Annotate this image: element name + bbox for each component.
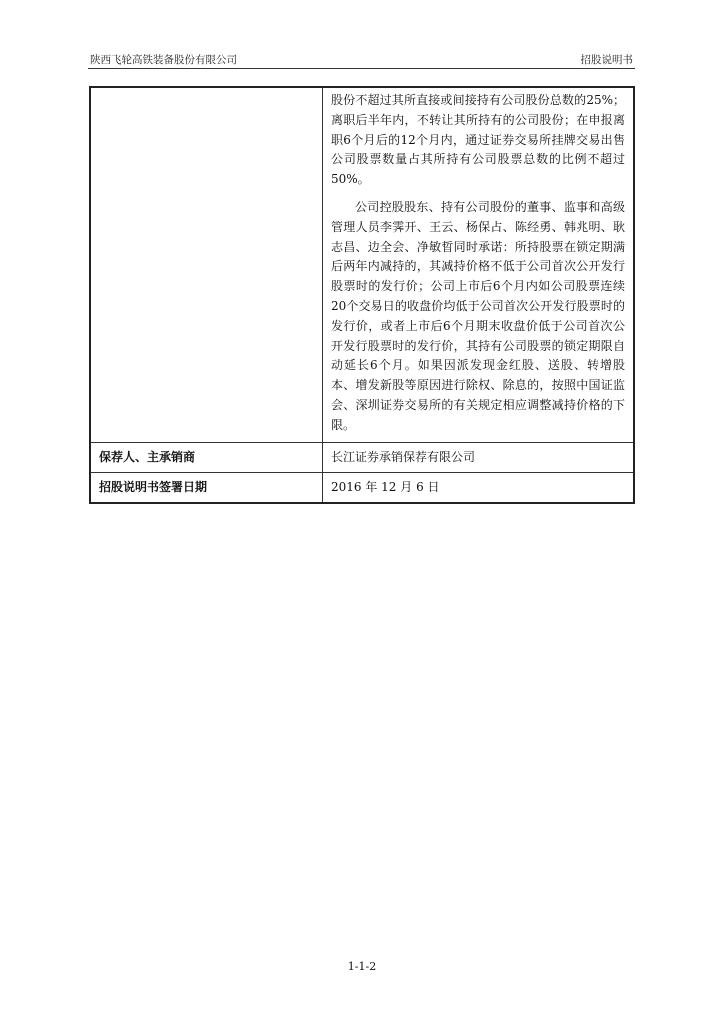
sponsor-value: 长江证券承销保荐有限公司 [323,442,635,472]
header-divider [88,68,635,69]
table-row [90,442,634,472]
lockup-paragraph-2: 公司控股股东、持有公司股份的董事、监事和高级管理人员李霁开、王云、杨保占、陈经勇、韩兆明、耿志昌、边全会、净敏晢同时承诺：所持股票在锁定期满后两年内减持的，其减持价格不低于公司首次公开发行股票时的发行价；公司上市后6个月内如公司股票连续20个交易日的收盘价均低于公司首次公开发行股票时的发行价，或者上市后6个月期末收盘价低于公司首次公开发行股票时的发行价，其持有公司股票的锁定期限自动延长6个月。如果因派发现金红股、送股、转增股本、增发新股等原因进行除权、除息的，按照中国证监会、深圳证券交易所的有关规定相应调整减持价格的下限。 [331,199,625,432]
table-row [90,87,634,442]
prospectus-info-table [89,86,635,504]
header-document-type: 招股说明书 [580,54,633,66]
page-number: 1-1-2 [347,960,377,973]
table-row [90,472,634,503]
sponsor-label: 保荐人、主承销商 [90,442,323,472]
lockup-commitment-cell [323,87,635,442]
header-company-name: 陕西飞轮高铁装备股份有限公司 [90,54,237,66]
row-label-empty [90,87,323,442]
page-header [88,50,635,68]
lockup-paragraph-1: 股份不超过其所直接或间接持有公司股份总数的25%；离职后半年内，不转让其所持有的公司股份；在申报离职6个月后的12个月内，通过证券交易所挂牌交易出售公司股票数量占其所持有公司股票总数的比例不超过50%。 [331,93,625,187]
signing-date-label: 招股说明书签署日期 [90,472,323,503]
signing-date-value: 2016 年 12 月 6 日 [323,472,635,503]
